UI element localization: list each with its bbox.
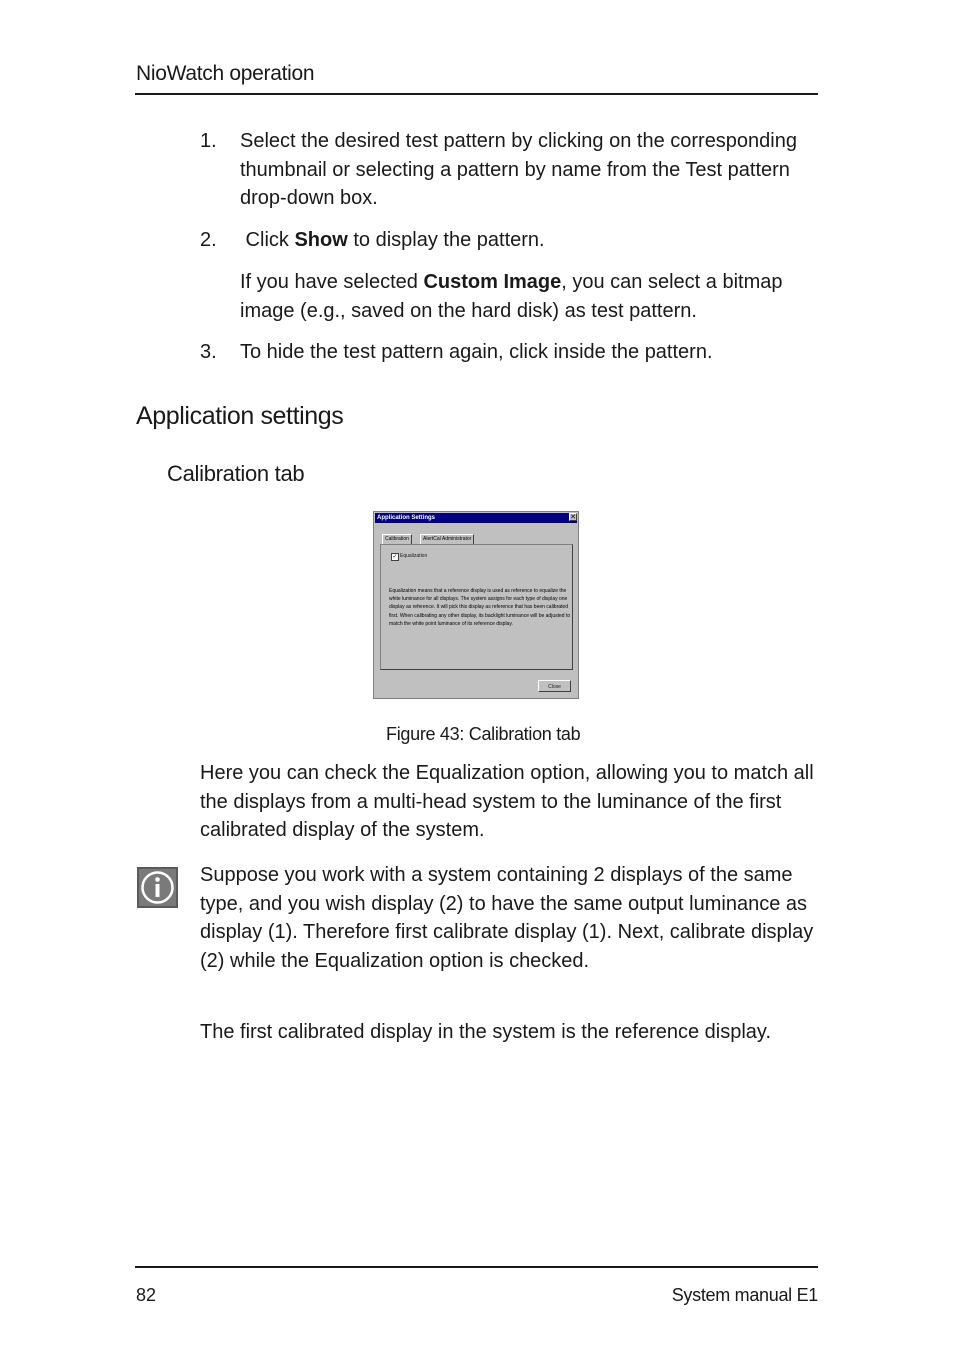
step-text-part: to display the pattern. [347, 229, 545, 251]
step-text [240, 226, 830, 255]
step-number: 2. [200, 229, 217, 251]
equalization-label: Equalization [400, 553, 428, 559]
step-text-part: Click [240, 229, 295, 251]
manual-title: System manual E1 [671, 1285, 818, 1305]
step-text: Select the desired test pattern by clicking on the corresponding thumbnail or selecting a pattern by name from the Test pattern drop-down box. [240, 130, 797, 209]
custom-image-keyword: Custom Image [423, 271, 562, 293]
dialog-titlebar: Application Settings [375, 513, 577, 523]
header-rule [135, 93, 818, 95]
closing-paragraph: The first calibrated display in the system is the reference display. [200, 1021, 771, 1043]
step-number: 1. [200, 130, 217, 152]
show-keyword: Show [294, 229, 348, 251]
subsection-heading: Calibration tab [167, 461, 305, 486]
close-button[interactable]: Close [538, 680, 571, 692]
application-settings-dialog [373, 511, 579, 699]
equalization-checkbox[interactable]: ✓ [392, 554, 398, 560]
intro-paragraph: Here you can check the Equalization option, allowing you to match all the displays from a multi-head system to the luminance of the first calibrated display of the system. [200, 762, 814, 841]
note-paragraph: Suppose you work with a system containing 2 displays of the same type, and you wish display (2) to have the same output luminance as display (1). Therefore first calibrate display (1). Next, calibrate display (2) while the Equalization option is checked. [200, 864, 814, 972]
step-note-text [240, 268, 830, 325]
close-icon[interactable]: ✕ [570, 514, 576, 521]
page-number: 82 [136, 1285, 157, 1305]
tab-panel [380, 544, 573, 670]
section-heading: Application settings [136, 402, 344, 430]
step-text: To hide the test pattern again, click inside the pattern. [240, 341, 713, 363]
tab-alertcal-administrator[interactable]: AlertCal Administrator [420, 534, 474, 545]
figure-caption: Figure 43: Calibration tab [386, 724, 581, 744]
info-icon [137, 867, 178, 908]
running-header: NioWatch operation [136, 62, 315, 85]
equalization-description: Equalization means that a reference display is used as reference to equalize the white luminance for all displays. The system assigns for each type of display one display as reference. It will pick this display as reference that has been calibrated first. When calibrating any other display, its backlight luminance will be adjusted to match the white point luminance of its reference display. [389, 588, 571, 627]
step-number: 3. [200, 341, 217, 363]
tab-calibration[interactable]: Calibration [382, 534, 412, 545]
footer-rule [135, 1266, 818, 1268]
note-text-part: , you can select a bitmap image (e.g., saved on the hard disk) as test pattern. [240, 271, 783, 322]
note-text-part: If you have selected [240, 271, 424, 293]
